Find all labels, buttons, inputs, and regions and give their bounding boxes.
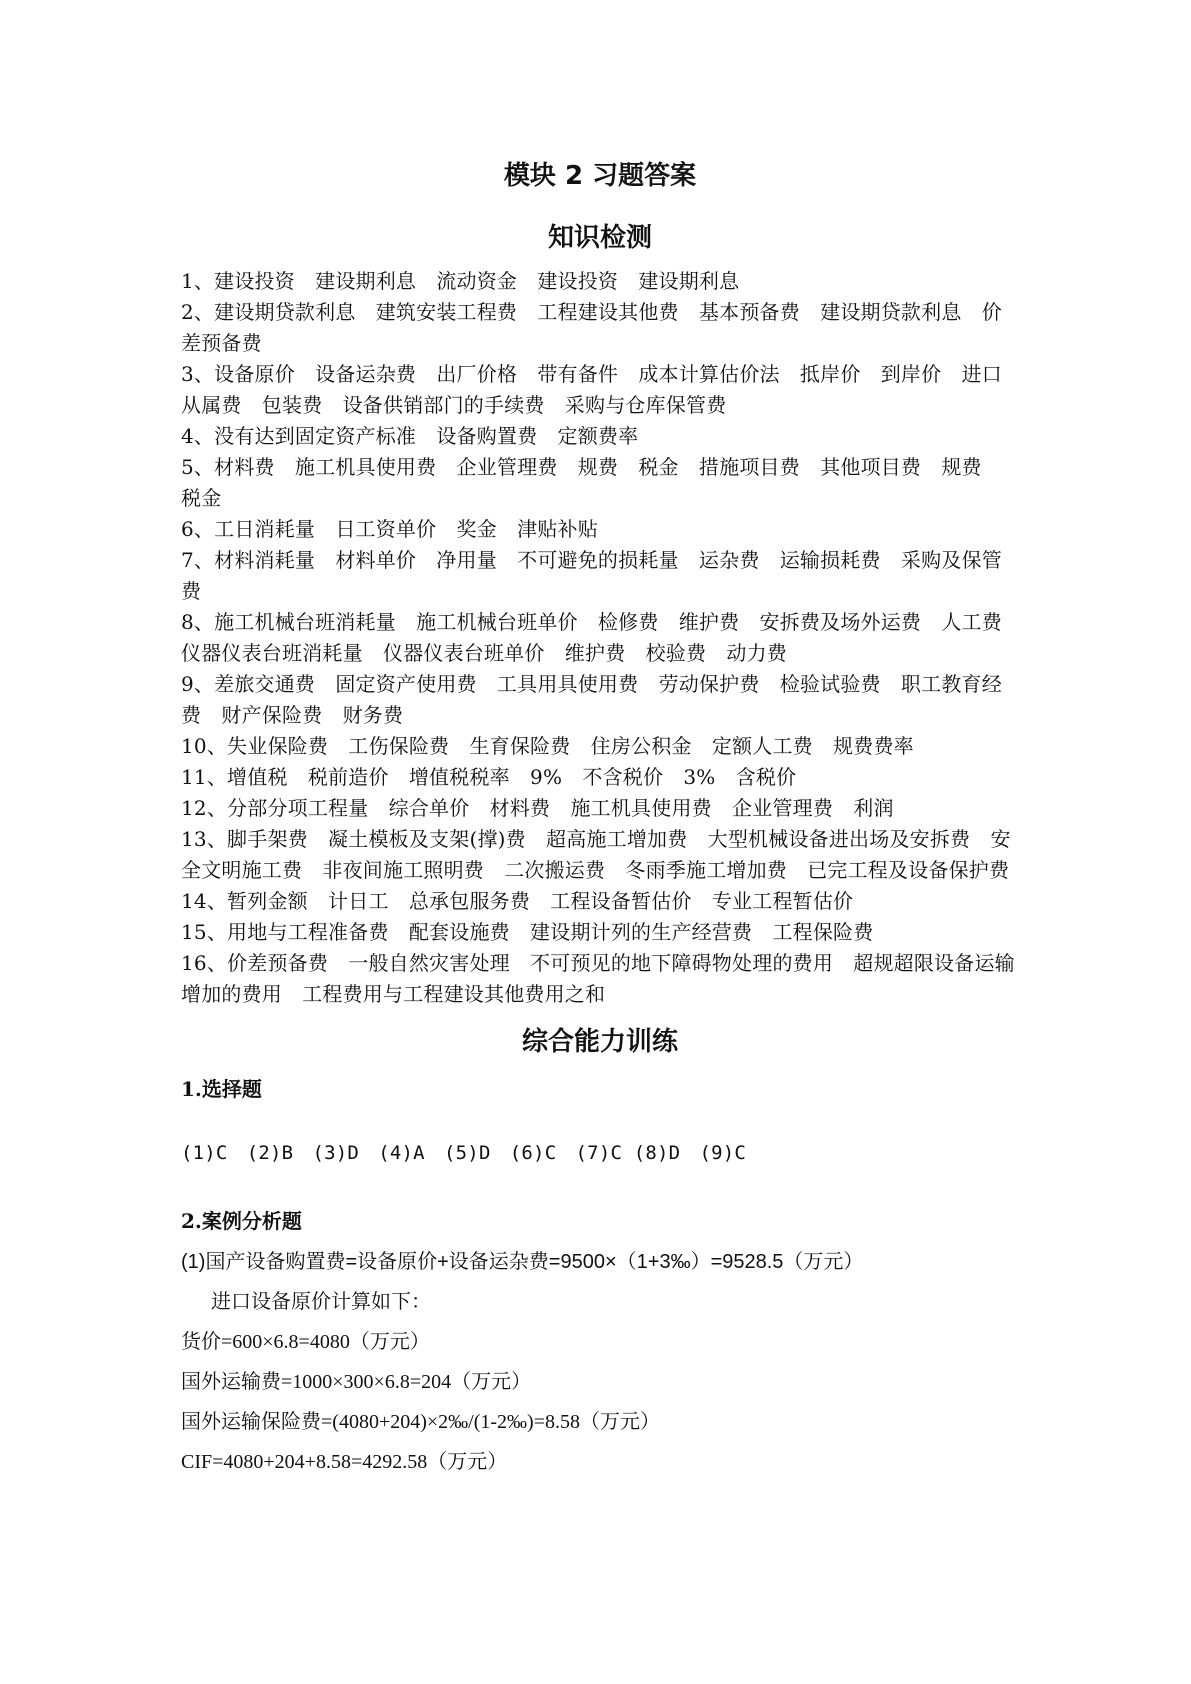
choice-answer-line: (1)C (2)B (3)D (4)A (5)D (6)C (7)C (8)D (9)C [181, 1142, 747, 1164]
knowledge-item-2: 2、建设期贷款利息 建筑安装工程费 工程建设其他费 基本预备费 建设期贷款利息 价差预备费 [181, 300, 1002, 355]
case-line-2: 进口设备原价计算如下： [211, 1291, 431, 1313]
page-content [181, 158, 1023, 1482]
case-line-6: CIF=4080+204+8.58=4292.58（万元） [181, 1451, 508, 1473]
knowledge-item-1: 1、建设投资 建设期利息 流动资金 建设投资 建设期利息 [181, 269, 740, 293]
module-title: 模块 2 习题答案 [503, 161, 697, 191]
knowledge-title: 知识检测 [547, 223, 652, 253]
knowledge-answer-list [181, 266, 1023, 1010]
case-analysis-heading: 2.案例分析题 [181, 1209, 302, 1233]
knowledge-item-5: 5、材料费 施工机具使用费 企业管理费 规费 税金 措施项目费 其他项目费 规费 税金 [181, 455, 1002, 510]
knowledge-item-9: 9、差旅交通费 固定资产使用费 工具用具使用费 劳动保护费 检验试验费 职工教育经费 财产保险费 财务费 [181, 672, 1002, 727]
case-line-3: 货价=600×6.8=4080（万元） [181, 1331, 430, 1353]
knowledge-item-11: 11、增值税 税前造价 增值税税率 9% 不含税价 3% 含税价 [181, 765, 797, 789]
knowledge-item-8: 8、施工机械台班消耗量 施工机械台班单价 检修费 维护费 安拆费及场外运费 人工费 仪器仪表台班消耗量 仪器仪表台班单价 维护费 校验费 动力费 [181, 610, 1023, 665]
case-line-5: 国外运输保险费=(4080+204)×2‰/(1-2‰)=8.58（万元） [181, 1411, 660, 1433]
knowledge-item-7: 7、材料消耗量 材料单价 净用量 不可避免的损耗量 运杂费 运输损耗费 采购及保管费 [181, 548, 1002, 603]
knowledge-item-4: 4、没有达到固定资产标准 设备购置费 定额费率 [181, 424, 639, 448]
knowledge-item-15: 15、用地与工程准备费 配套设施费 建设期计列的生产经营费 工程保险费 [181, 920, 874, 944]
case-line-4: 国外运输费=1000×300×6.8=204（万元） [181, 1371, 532, 1393]
knowledge-item-13: 13、脚手架费 凝土模板及支架(撑)费 超高施工增加费 大型机械设备进出场及安拆费 安全文明施工费 非夜间施工照明费 二次搬运费 冬雨季施工增加费 已完工程及设备保护费 [181, 827, 1011, 882]
training-title: 综合能力训练 [521, 1027, 678, 1057]
knowledge-item-16: 16、价差预备费 一般自然灾害处理 不可预见的地下障碍物处理的费用 超规超限设备运输增加的费用 工程费用与工程建设其他费用之和 [181, 951, 1015, 1006]
choice-question-heading: 1.选择题 [181, 1077, 262, 1101]
case-line-1: (1)国产设备购置费=设备原价+设备运杂费=9500×（1+3‰）=9528.5（万元） [181, 1251, 864, 1273]
knowledge-item-3: 3、设备原价 设备运杂费 出厂价格 带有备件 成本计算估价法 抵岸价 到岸价 进口从属费 包装费 设备供销部门的手续费 采购与仓库保管费 [181, 362, 1002, 417]
knowledge-item-6: 6、工日消耗量 日工资单价 奖金 津贴补贴 [181, 517, 598, 541]
knowledge-item-14: 14、暂列金额 计日工 总承包服务费 工程设备暂估价 专业工程暂估价 [181, 889, 854, 913]
knowledge-item-12: 12、分部分项工程量 综合单价 材料费 施工机具使用费 企业管理费 利润 [181, 796, 894, 820]
knowledge-item-10: 10、失业保险费 工伤保险费 生育保险费 住房公积金 定额人工费 规费费率 [181, 734, 914, 758]
